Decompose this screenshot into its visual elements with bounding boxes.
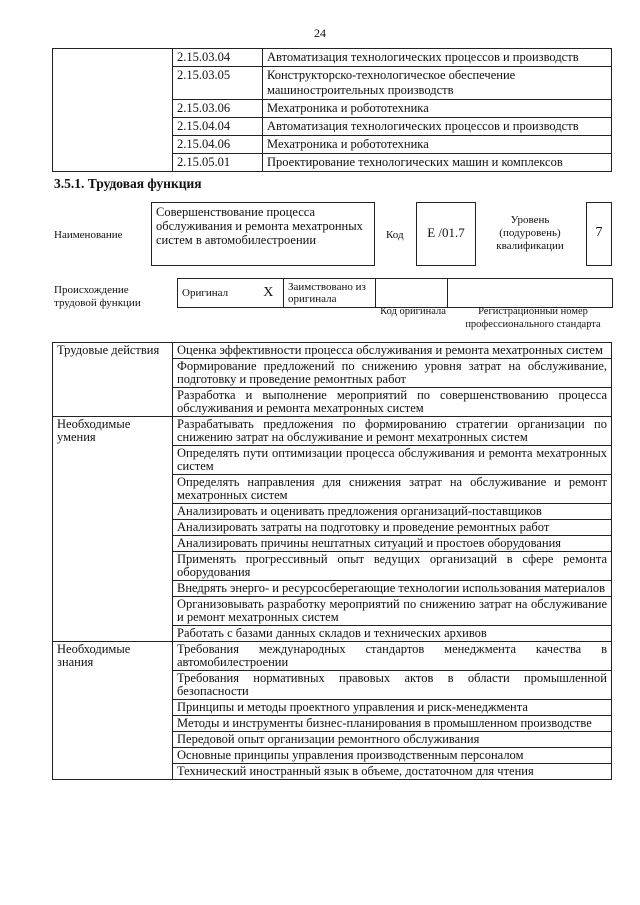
code-cell: 2.15.04.04 xyxy=(173,118,263,136)
item-cell: Основные принципы управления производственным персоналом xyxy=(173,748,612,764)
item-cell: Применять прогрессивный опыт ведущих организаций в сфере ремонта оборудования xyxy=(173,552,612,581)
page-number: 24 xyxy=(314,26,326,40)
function-name-box: Совершенствование процесса обслуживания и ремонта мехатронных систем в автомобилестроении xyxy=(151,202,375,266)
item-cell: Требования нормативных правовых актов в области промышленной безопасности xyxy=(173,671,612,700)
reg-number-cell xyxy=(448,279,613,308)
item-cell: Анализировать затраты на подготовку и проведение ремонтных работ xyxy=(173,520,612,536)
code-cell: 2.15.03.06 xyxy=(173,100,263,118)
code-cell: 2.15.03.05 xyxy=(173,67,263,100)
item-cell: Разработка и выполнение мероприятий по совершенствованию процесса обслуживания и ремонта мехатронных систем xyxy=(173,388,612,417)
item-cell: Разрабатывать предложения по формированию стратегии организации по снижению затрат на обслуживание и ремонт мехатронных систем xyxy=(173,417,612,446)
code-original-label: Код оригинала xyxy=(380,306,446,317)
code-label: Код xyxy=(386,229,404,241)
codes-blank-cell xyxy=(53,49,173,172)
item-cell: Работать с базами данных складов и технических архивов xyxy=(173,626,612,642)
code-name-cell: Мехатроника и робототехника xyxy=(263,136,612,154)
origin-label: Происхождение трудовой функции xyxy=(54,284,141,309)
item-cell: Анализировать и оценивать предложения организаций-поставщиков xyxy=(173,504,612,520)
code-original-cell xyxy=(376,279,448,308)
item-cell: Требования международных стандартов менеджмента качества в автомобилестроении xyxy=(173,642,612,671)
name-label: Наименование xyxy=(54,229,123,241)
code-name-cell: Автоматизация технологических процессов и производств xyxy=(263,118,612,136)
item-cell: Методы и инструменты бизнес-планирования в промышленном производстве xyxy=(173,716,612,732)
code-cell: 2.15.05.01 xyxy=(173,154,263,172)
code-row xyxy=(53,49,612,67)
reg-number-label: Регистрационный номер профессионального стандарта xyxy=(465,306,601,330)
table-row xyxy=(53,642,612,671)
item-cell: Организовывать разработку мероприятий по снижению затрат на обслуживание и ремонт мехатронных систем xyxy=(173,597,612,626)
function-code-box: E /01.7 xyxy=(416,202,476,266)
code-name-cell: Мехатроника и робототехника xyxy=(263,100,612,118)
origin-table xyxy=(177,278,613,308)
code-name-cell: Проектирование технологических машин и комплексов xyxy=(263,154,612,172)
item-cell: Анализировать причины нештатных ситуаций и простоев оборудования xyxy=(173,536,612,552)
item-cell: Оценка эффективности процесса обслуживания и ремонта мехатронных систем xyxy=(173,343,612,359)
code-cell: 2.15.03.04 xyxy=(173,49,263,67)
item-cell: Внедрять энерго- и ресурсосберегающие технологии использования материалов xyxy=(173,581,612,597)
item-cell: Формирование предложений по снижению уровня затрат на обслуживание, подготовку и проведение ремонтных работ xyxy=(173,359,612,388)
code-name-cell: Автоматизация технологических процессов и производств xyxy=(263,49,612,67)
codes-table xyxy=(52,48,612,172)
item-cell: Передовой опыт организации ремонтного обслуживания xyxy=(173,732,612,748)
level-label: Уровень (подуровень) квалификации xyxy=(496,214,564,252)
item-cell: Технический иностранный язык в объеме, достаточном для чтения xyxy=(173,764,612,780)
section-title: 3.5.1. Трудовая функция xyxy=(54,176,202,191)
original-mark: X xyxy=(254,279,284,308)
level-value-box: 7 xyxy=(586,202,612,266)
item-cell: Принципы и методы проектного управления и риск-менеджмента xyxy=(173,700,612,716)
item-cell: Определять направления для снижения затрат на обслуживание и ремонт мехатронных систем xyxy=(173,475,612,504)
category-cell: Необходимые умения xyxy=(53,417,173,642)
code-name-cell: Конструкторско-технологическое обеспечение машиностроительных производств xyxy=(263,67,612,100)
table-row xyxy=(53,417,612,446)
code-cell: 2.15.04.06 xyxy=(173,136,263,154)
borrowed-label: Заимствовано из оригинала xyxy=(284,279,376,308)
table-row xyxy=(53,343,612,359)
original-label: Оригинал xyxy=(178,279,254,308)
main-table xyxy=(52,342,612,780)
category-cell: Необходимые знания xyxy=(53,642,173,780)
category-cell: Трудовые действия xyxy=(53,343,173,417)
item-cell: Определять пути оптимизации процесса обслуживания и ремонта мехатронных систем xyxy=(173,446,612,475)
